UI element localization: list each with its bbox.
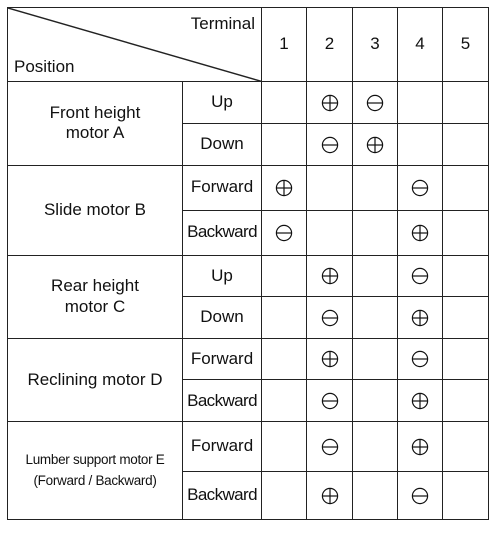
terminal-cell xyxy=(262,255,307,297)
direction-cell: Backward xyxy=(183,471,262,519)
motor-name-line: Reclining motor D xyxy=(27,369,163,389)
terminal-number-5: 5 xyxy=(443,8,489,82)
motor-row xyxy=(8,422,489,472)
polarity-minus-icon xyxy=(321,309,339,327)
terminal-cell xyxy=(262,123,307,165)
direction-cell: Forward xyxy=(183,422,262,472)
motor-name-line: Slide motor B xyxy=(43,199,147,219)
motor-row xyxy=(8,338,489,380)
terminal-cell xyxy=(353,338,398,380)
terminal-cell xyxy=(262,338,307,380)
motor-name-line: Front height xyxy=(49,103,141,122)
terminal-cell xyxy=(307,422,353,472)
motor-name-line: motor A xyxy=(65,123,125,143)
terminal-cell xyxy=(307,471,353,519)
direction-cell: Backward xyxy=(183,380,262,422)
terminal-cell xyxy=(353,255,398,297)
terminal-cell xyxy=(307,165,353,210)
terminal-cell xyxy=(262,471,307,519)
terminal-number-3: 3 xyxy=(353,8,398,82)
motor-name-cell xyxy=(8,82,183,165)
polarity-plus-icon xyxy=(321,94,339,112)
terminal-cell xyxy=(398,297,443,339)
terminal-cell xyxy=(353,165,398,210)
terminal-cell xyxy=(353,210,398,255)
direction-cell: Down xyxy=(183,123,262,165)
terminal-cell xyxy=(398,123,443,165)
motor-name-line: (Forward / Backward) xyxy=(33,472,157,488)
terminal-cell xyxy=(262,210,307,255)
polarity-plus-icon xyxy=(411,392,429,410)
motor-name-line: motor C xyxy=(64,296,126,316)
terminal-cell xyxy=(398,255,443,297)
motor-name-cell xyxy=(8,255,183,338)
motor-row xyxy=(8,255,489,297)
terminal-cell xyxy=(262,380,307,422)
polarity-minus-icon xyxy=(411,487,429,505)
terminal-cell xyxy=(353,297,398,339)
polarity-minus-icon xyxy=(366,94,384,112)
terminal-cell xyxy=(398,210,443,255)
polarity-plus-icon xyxy=(366,136,384,154)
terminal-cell xyxy=(398,380,443,422)
terminal-cell xyxy=(443,338,489,380)
terminal-cell xyxy=(262,297,307,339)
direction-cell: Backward xyxy=(183,210,262,255)
motor-row xyxy=(8,82,489,124)
polarity-plus-icon xyxy=(321,267,339,285)
terminal-cell xyxy=(307,123,353,165)
terminal-cell xyxy=(398,82,443,124)
direction-cell: Forward xyxy=(183,338,262,380)
terminal-cell xyxy=(307,210,353,255)
terminal-cell xyxy=(443,255,489,297)
terminal-cell xyxy=(307,380,353,422)
polarity-minus-icon xyxy=(275,224,293,242)
terminal-cell xyxy=(307,338,353,380)
terminal-cell xyxy=(443,165,489,210)
polarity-plus-icon xyxy=(321,350,339,368)
terminal-header: Terminal xyxy=(190,14,255,33)
terminal-cell xyxy=(262,422,307,472)
polarity-minus-icon xyxy=(321,392,339,410)
terminal-cell xyxy=(443,471,489,519)
terminal-cell xyxy=(398,471,443,519)
header-row xyxy=(8,8,489,82)
terminal-cell xyxy=(353,471,398,519)
header-corner-cell xyxy=(8,8,262,82)
motor-name-line: Lumber support motor E xyxy=(25,452,165,468)
polarity-plus-icon xyxy=(411,309,429,327)
motor-name-cell xyxy=(8,338,183,421)
terminal-cell xyxy=(353,422,398,472)
polarity-minus-icon xyxy=(411,267,429,285)
direction-cell: Up xyxy=(183,255,262,297)
terminal-cell xyxy=(398,165,443,210)
position-header: Position xyxy=(14,56,75,76)
terminal-cell xyxy=(398,422,443,472)
terminal-cell xyxy=(353,123,398,165)
polarity-plus-icon xyxy=(411,224,429,242)
terminal-number-1: 1 xyxy=(262,8,307,82)
terminal-cell xyxy=(398,338,443,380)
polarity-minus-icon xyxy=(411,350,429,368)
direction-cell: Up xyxy=(183,82,262,124)
terminal-cell xyxy=(443,210,489,255)
motor-name-cell xyxy=(8,422,183,520)
polarity-plus-icon xyxy=(411,438,429,456)
terminal-cell xyxy=(443,297,489,339)
terminal-cell xyxy=(443,380,489,422)
polarity-minus-icon xyxy=(321,136,339,154)
motor-name-line: Rear height xyxy=(51,276,139,296)
terminal-cell xyxy=(262,165,307,210)
terminal-cell xyxy=(443,82,489,124)
polarity-plus-icon xyxy=(275,179,293,197)
terminal-cell xyxy=(443,123,489,165)
terminal-cell xyxy=(443,422,489,472)
polarity-minus-icon xyxy=(411,179,429,197)
motor-row xyxy=(8,165,489,210)
polarity-plus-icon xyxy=(321,487,339,505)
terminal-number-2: 2 xyxy=(307,8,353,82)
terminal-number-4: 4 xyxy=(398,8,443,82)
direction-cell: Down xyxy=(183,297,262,339)
terminal-cell xyxy=(353,380,398,422)
terminal-cell xyxy=(353,82,398,124)
terminal-cell xyxy=(307,255,353,297)
direction-cell: Forward xyxy=(183,165,262,210)
motor-name-cell xyxy=(8,165,183,255)
terminal-position-table xyxy=(7,7,489,520)
polarity-minus-icon xyxy=(321,438,339,456)
terminal-cell xyxy=(307,297,353,339)
terminal-cell xyxy=(262,82,307,124)
terminal-cell xyxy=(307,82,353,124)
